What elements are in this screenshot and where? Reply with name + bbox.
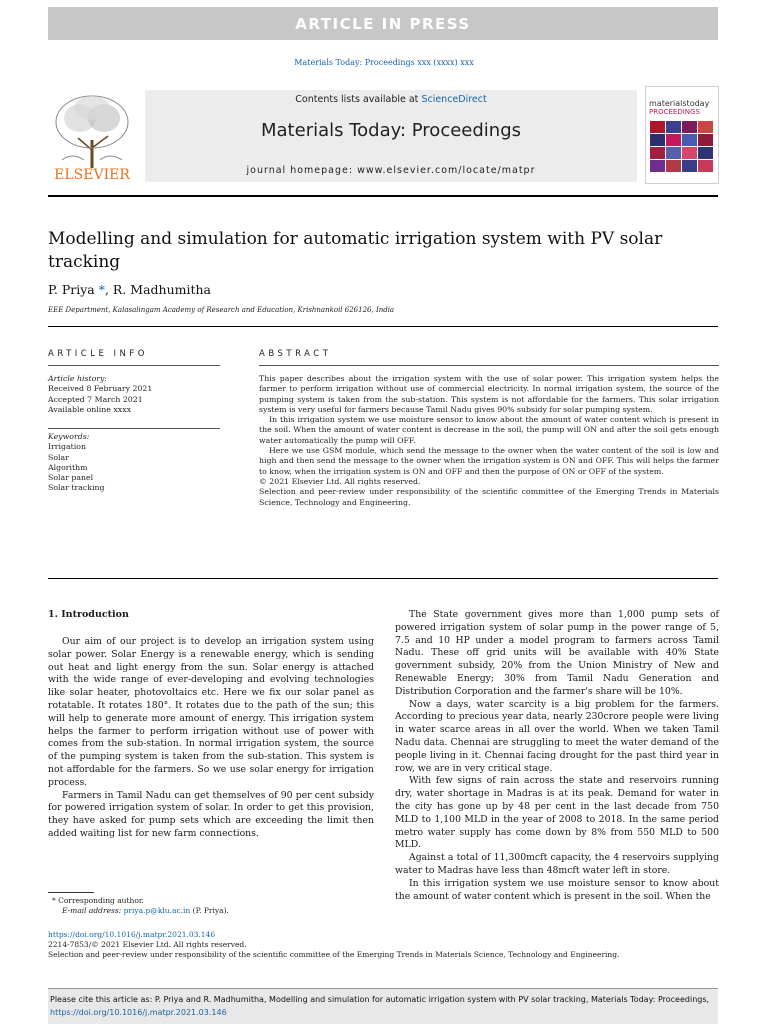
keywords-block <box>48 432 220 494</box>
abstract-heading: ABSTRACT <box>259 349 332 359</box>
keyword-item: Solar <box>48 452 69 462</box>
sciencedirect-link[interactable]: ScienceDirect <box>421 94 487 105</box>
cover-logo-line2: PROCEEDINGS <box>649 108 700 116</box>
abstract-selection: Selection and peer-review under responsibility of the scientific committee of the Emerging Trends in Materials Science, Technology and Engineering. <box>259 487 719 507</box>
cite-doi-link[interactable]: https://doi.org/10.1016/j.matpr.2021.03.146 <box>50 1008 227 1017</box>
article-title: Modelling and simulation for automatic irrigation system with PV solar tracking <box>48 229 663 272</box>
abstract-paragraph: Here we use GSM module, which send the message to the owner when the water content of the soil is low and high and then send the message to the owner when the irrigation system is ON and OFF. This will helps the farmer to know, when the irrigation system is ON and OFF and then the purpose of ON or OFF of the system. <box>259 446 719 476</box>
body-paragraph: With few signs of rain across the state and reservoirs running dry, water shortage in Madras is at its peak. Demand for water in the city has gone up by 48 per cent in the last decade from 750 MLD to 1,100 MLD in the year of 2008 to 2018. In the same period metro water supply has come down by 8% from 550 MLD to 500 MLD. <box>395 775 719 851</box>
footer-selection: Selection and peer-review under responsibility of the scientific committee of the Emerging Trends in Materials Science, Technology and Engineering. <box>48 950 620 959</box>
abstract-bottom-rule <box>48 578 718 579</box>
body-paragraph: In this irrigation system we use moisture sensor to know about the amount of water content which is present in the soil. When the <box>395 877 719 902</box>
body-paragraph: Now a days, water scarcity is a big problem for the farmers. According to precious year data, nearly 230crore people were living in water scarce areas in all over the world. When we taken Tamil Nadu data. Chennai are struggling to meet the water demand of the people living in it. Chennai facing drought for the past third year in row, we are in very critical stage. <box>395 698 719 774</box>
body-paragraph: Against a total of 11,300mcft capacity, the 4 reservoirs supplying water to Madras have less than 48mcft water left in store. <box>395 852 719 876</box>
cite-this-article-box <box>48 988 718 1024</box>
history-accepted: Accepted 7 March 2021 <box>48 394 143 404</box>
abstract-body <box>259 374 719 508</box>
article-info-rule <box>48 365 220 366</box>
journal-homepage[interactable]: journal homepage: www.elsevier.com/locate/matpr <box>246 165 536 176</box>
doi-link[interactable]: https://doi.org/10.1016/j.matpr.2021.03.146 <box>48 930 216 939</box>
email-note <box>52 906 382 916</box>
abstract-copyright: © 2021 Elsevier Ltd. All rights reserved. <box>259 476 421 486</box>
email-label: E-mail address: <box>62 906 122 915</box>
email-link[interactable]: priya.p@klu.ac.in <box>123 906 191 915</box>
author-1[interactable]: P. Priya <box>48 282 95 297</box>
footnote-rule <box>48 892 94 893</box>
page-footer <box>48 930 718 960</box>
keywords-label: Keywords: <box>48 432 90 441</box>
corresponding-author-mark[interactable]: * <box>98 282 105 297</box>
cover-logo-line1: materialstoday <box>649 99 710 108</box>
journal-header <box>145 90 637 182</box>
elsevier-logo <box>48 90 136 182</box>
contents-prefix: Contents lists available at <box>295 94 419 105</box>
body-paragraph: Our aim of our project is to develop an irrigation system using solar power. Solar Energy is a renewable energy, which is sending out heat and light energy from the sun. Solar energy is attached with the wide range of ever-developing and evolving technologies like solar heater, photovoltaics etc. Here we fix our solar panel as rotatable. It rotates 180°. It rotates due to the path of the sun; this will help to generate more amount of energy. This irrigation system helps the farmer to perform irrigation without use of power with comes from the sub-station. In normal irrigation system, the source of the pumping system is taken from the sub-station. This system is not affordable for the farmers. So we use solar energy for irrigation process. <box>48 636 374 788</box>
journal-title: Materials Today: Proceedings <box>261 120 521 141</box>
elsevier-tree-icon <box>48 90 136 182</box>
abstract-paragraph: In this irrigation system we use moisture sensor to know about the amount of water content which is present in the soil. When the amount of water content is decrease in the soil, the pump will ON and after the soil gets enough water automatically the pump will OFF. <box>259 415 719 445</box>
article-info-heading: ARTICLE INFO <box>48 349 148 359</box>
journal-cover-image <box>645 86 719 184</box>
section-heading-introduction: 1. Introduction <box>48 609 129 620</box>
affiliation-rule <box>48 326 718 327</box>
history-online: Available online xxxx <box>48 404 131 414</box>
history-label: Article history: <box>48 374 108 383</box>
article-in-press-banner: ARTICLE IN PRESS <box>48 7 718 40</box>
header-rule <box>48 195 718 197</box>
email-suffix: (P. Priya). <box>192 906 229 915</box>
intro-right-column <box>395 609 719 903</box>
abstract-rule <box>259 365 719 366</box>
corresponding-author-text: Corresponding author. <box>58 896 145 905</box>
footnote <box>52 896 382 916</box>
body-paragraph: Farmers in Tamil Nadu can get themselves of 90 per cent subsidy for powered irrigation system of solar. In order to get this provision, they have asked for pump sets which are exceeding the limit then added waiting list for new farm connections. <box>48 789 374 839</box>
keywords-rule <box>48 428 220 429</box>
body-paragraph: The State government gives more than 1,000 pump sets of powered irrigation system of solar pump in the power range of 5, 7.5 and 10 HP under a model program to farmers across Tamil Nadu. These off grid units will be available with 40% State government subsidy, 20% from the Union Ministry of New and Renewable Energy; 30% from Tamil Nadu Generation and Distribution Corporation and the farmer's share will be 10%. <box>395 609 719 697</box>
cover-mosaic-icon <box>650 121 714 173</box>
keyword-item: Algorithm <box>48 462 88 472</box>
history-received: Received 8 February 2021 <box>48 384 153 394</box>
keyword-item: Solar panel <box>48 473 94 483</box>
journal-reference-link[interactable]: Materials Today: Proceedings xxx (xxxx) xxx <box>294 58 474 67</box>
corresponding-note <box>52 896 382 906</box>
issn-line: 2214-7853/© 2021 Elsevier Ltd. All rights reserved. <box>48 940 247 949</box>
abstract-paragraph: This paper describes about the irrigation system with the use of solar power. This irrigation system helps the farmer to perform irrigation without use of commercial electricity. In normal irrigation system, the source of the pumping system is taken from the sub-station. This system is not affordable for the farmers. This solar irrigation system is very useful for farmers because Tamil Nadu gives 90% subsidy for solar pumping system. <box>259 374 719 414</box>
keyword-item: Solar tracking <box>48 483 105 493</box>
keyword-item: Irrigation <box>48 442 87 452</box>
elsevier-wordmark: ELSEVIER <box>54 167 130 182</box>
intro-left-column <box>48 636 374 841</box>
author-list <box>48 282 211 297</box>
footnote-star-mark: * <box>52 896 59 905</box>
contents-lists-line <box>145 94 637 105</box>
affiliation: EEE Department, Kalasalingam Academy of Research and Education, Krishnankoil 626126, India <box>48 306 395 314</box>
cite-text: Please cite this article as: P. Priya and R. Madhumitha, Modelling and simulation for automatic irrigation system with PV solar tracking, Materials Today: Proceedings, <box>50 995 710 1004</box>
author-2[interactable]: , R. Madhumitha <box>104 282 212 297</box>
article-history <box>48 374 220 415</box>
